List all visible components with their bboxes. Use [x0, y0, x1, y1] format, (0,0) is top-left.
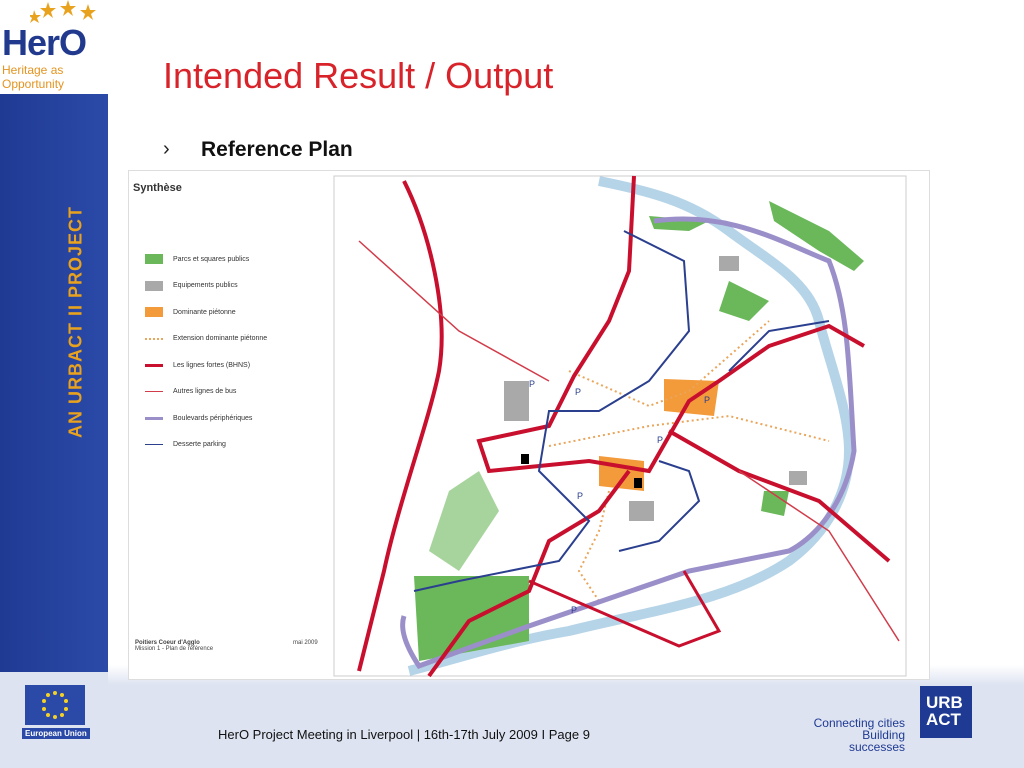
urbact-tagline: [811, 717, 905, 753]
map-legend: [133, 182, 333, 250]
parking-marker-1: P: [529, 379, 536, 389]
city-hall-marker: [634, 478, 642, 488]
legend-item: [145, 386, 236, 398]
hero-logo: [0, 0, 100, 96]
slide-title: Intended Result / Output: [163, 55, 554, 96]
urbact-line-1: URB: [926, 693, 963, 712]
legend-swatch: [145, 444, 163, 445]
urbact-tagline-1: Connecting cities: [813, 716, 905, 730]
eu-label: European Union: [22, 728, 90, 739]
legend-label: Dominante piétonne: [173, 308, 236, 316]
parking-marker-5: P: [577, 491, 584, 501]
legend-label: Parcs et squares publics: [173, 255, 250, 263]
legend-item: [145, 306, 236, 318]
legend-swatch: [145, 281, 163, 291]
legend-item: [145, 280, 238, 292]
map-caption-date: mai 2009: [293, 640, 318, 646]
map-heading: Synthèse: [133, 182, 182, 194]
public-building-4: [789, 471, 807, 485]
legend-label: Les lignes fortes (BHNS): [173, 361, 251, 369]
parking-marker-2: P: [575, 387, 582, 397]
urbact-tagline-2: Building successes: [848, 728, 905, 754]
slide-subtitle: Reference Plan: [201, 138, 353, 161]
legend-label: Equipements publics: [173, 282, 238, 289]
eu-flag: [25, 685, 85, 725]
legend-swatch: [145, 364, 163, 367]
parking-marker-4: P: [657, 435, 664, 445]
eu-stars-icon: [25, 685, 85, 725]
logo-tagline-2: Opportunity: [2, 77, 65, 91]
urbact-logo: [920, 686, 972, 738]
urbact-line-2: ACT: [926, 710, 961, 729]
public-building-5: [629, 501, 654, 521]
legend-swatch: [145, 254, 163, 264]
legend-swatch: [145, 391, 163, 392]
logo-tagline-1: Heritage as: [2, 63, 64, 77]
landmark-marker: [521, 454, 529, 464]
legend-label: Autres lignes de bus: [173, 388, 237, 395]
sidebar-band: [0, 94, 108, 684]
map-caption-subtitle: Mission 1 - Plan de référence: [135, 646, 214, 652]
hero-logo-text: HerO: [2, 22, 87, 63]
legend-item: [145, 253, 249, 265]
bullet-marker: ›: [163, 138, 170, 160]
parking-marker-3: P: [704, 395, 711, 405]
urbact-logo-text: [926, 694, 963, 728]
public-building-3: [719, 256, 739, 271]
legend-swatch: [145, 338, 163, 340]
footer-text: HerO Project Meeting in Liverpool | 16th-17th July 2009 I Page 9: [218, 727, 590, 742]
legend-item: [145, 439, 226, 451]
legend-swatch: [145, 307, 163, 317]
legend-label: Extension dominante piétonne: [173, 335, 268, 342]
public-building-1: [504, 381, 529, 421]
legend-item: [145, 333, 267, 345]
legend-item: [145, 359, 250, 371]
sidebar-project-label: AN URBACT II PROJECT: [65, 205, 86, 439]
legend-swatch: [145, 417, 163, 420]
legend-item: [145, 412, 252, 424]
legend-label: Boulevards périphériques: [173, 414, 253, 422]
map-caption-title: Poitiers Coeur d'Agglo: [135, 640, 200, 646]
legend-label: Desserte parking: [173, 441, 226, 448]
parking-marker-6: P: [571, 605, 578, 615]
